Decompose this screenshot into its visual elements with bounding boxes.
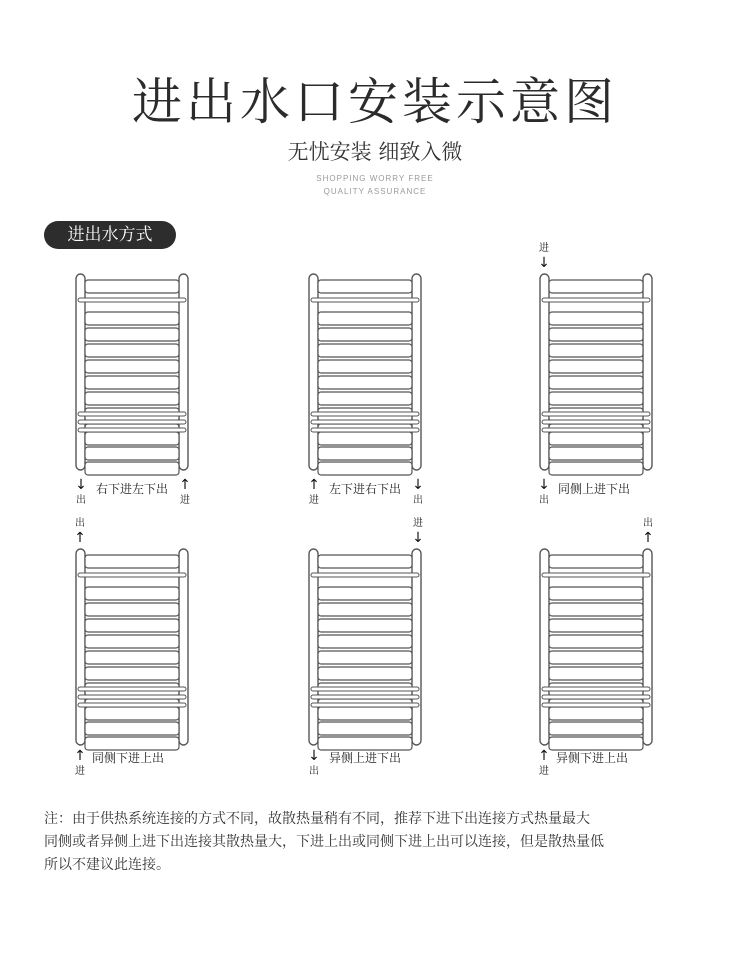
radiator-slat <box>549 707 643 720</box>
radiator-slat <box>549 722 643 735</box>
radiator-slat <box>85 344 179 357</box>
diagram-caption-4: 同侧下进上出 <box>92 751 165 765</box>
radiator-bar <box>78 695 186 699</box>
radiator-slat <box>85 555 179 568</box>
outlet-label: 出 <box>309 766 319 777</box>
tagline-line-2: QUALITY ASSURANCE <box>323 187 427 196</box>
radiator-slat <box>549 587 643 600</box>
diagram-caption-6: 异侧下进上出 <box>556 751 629 765</box>
radiator-bar <box>78 420 186 424</box>
radiator-slat <box>85 360 179 373</box>
inlet-arrow-up-icon: ↑ <box>74 748 86 764</box>
left-pipe <box>309 549 318 745</box>
left-pipe <box>309 274 318 470</box>
radiator-slat <box>85 432 179 445</box>
radiator-bar <box>311 695 419 699</box>
radiator-bar <box>542 695 650 699</box>
left-pipe <box>76 274 85 470</box>
inlet-arrow-up-icon: ↑ <box>538 748 550 764</box>
radiator-slat <box>85 651 179 664</box>
radiator-bar <box>542 412 650 416</box>
radiator-slat <box>85 312 179 325</box>
right-pipe <box>179 274 188 470</box>
radiator-slat <box>549 447 643 460</box>
diagram-panel-5 <box>305 518 475 785</box>
radiator-5 <box>305 535 425 755</box>
radiator-slat <box>549 462 643 475</box>
radiator-slat <box>85 280 179 293</box>
note-line-2: 同侧或者异侧上进下出连接其散热量大，下进上出或同侧下进上出可以连接，但是散热量低 <box>44 834 604 850</box>
outlet-label: 出 <box>643 518 653 529</box>
note-line-1: 注：由于供热系统连接的方式不同，故散热量稍有不同，推荐下进下出连接方式热量最大 <box>44 811 590 827</box>
radiator-slat <box>318 635 412 648</box>
radiator-bar <box>311 298 419 302</box>
outlet-arrow-down-icon: ↓ <box>538 477 550 493</box>
tagline-line-1: SHOPPING WORRY FREE <box>316 174 434 183</box>
radiator-slat <box>549 376 643 389</box>
radiator-bar <box>311 428 419 432</box>
radiator-6 <box>536 535 656 755</box>
radiator-slat <box>85 667 179 680</box>
radiator-slat <box>318 280 412 293</box>
radiator-slat <box>549 392 643 405</box>
radiator-slat <box>549 555 643 568</box>
radiator-bar <box>78 412 186 416</box>
radiator-slat <box>318 587 412 600</box>
left-pipe <box>540 274 549 470</box>
radiator-slat <box>318 722 412 735</box>
right-pipe <box>643 274 652 470</box>
radiator-slat <box>549 432 643 445</box>
radiator-bar <box>542 573 650 577</box>
outlet-arrow-down-icon: ↓ <box>75 477 87 493</box>
radiator-bar <box>78 703 186 707</box>
radiator-bar <box>78 298 186 302</box>
outlet-label: 出 <box>539 495 549 506</box>
radiator-slat <box>318 667 412 680</box>
diagram-caption-3: 同侧上进下出 <box>558 482 631 496</box>
radiator-slat <box>549 667 643 680</box>
radiator-slat <box>549 635 643 648</box>
inlet-arrow-down-icon: ↓ <box>412 530 424 546</box>
inlet-arrow-up-icon: ↑ <box>179 477 191 493</box>
diagram-panel-4 <box>72 518 242 785</box>
radiator-slat <box>318 344 412 357</box>
radiator-bar <box>78 573 186 577</box>
radiator-2 <box>305 260 425 480</box>
radiator-slat <box>549 619 643 632</box>
inlet-arrow-up-icon: ↑ <box>308 477 320 493</box>
outlet-label: 出 <box>75 518 85 529</box>
radiator-slat <box>549 603 643 616</box>
radiator-slat <box>318 328 412 341</box>
radiator-slat <box>85 619 179 632</box>
radiator-bar <box>78 687 186 691</box>
radiator-slat <box>318 707 412 720</box>
radiator-3 <box>536 260 656 480</box>
diagram-panel-1 <box>72 260 242 510</box>
radiator-bar <box>78 428 186 432</box>
radiator-bar <box>311 412 419 416</box>
radiator-slat <box>549 312 643 325</box>
radiator-slat <box>318 462 412 475</box>
radiator-slat <box>549 360 643 373</box>
outlet-label: 出 <box>76 495 86 506</box>
outlet-arrow-up-icon: ↑ <box>74 530 86 546</box>
diagram-caption-2: 左下进右下出 <box>329 482 402 496</box>
radiator-bar <box>542 703 650 707</box>
radiator-slat <box>85 376 179 389</box>
radiator-slat <box>85 328 179 341</box>
page-subtitle: 无忧安装 细致入微 <box>287 140 463 164</box>
radiator-slat <box>549 344 643 357</box>
diagram-caption-5: 异侧上进下出 <box>329 751 402 765</box>
diagram-panel-2 <box>305 260 475 510</box>
inlet-label: 进 <box>309 495 319 506</box>
radiator-slat <box>85 635 179 648</box>
radiator-slat <box>318 432 412 445</box>
inlet-label: 进 <box>180 495 190 506</box>
radiator-4 <box>72 535 192 755</box>
radiator-slat <box>85 707 179 720</box>
right-pipe <box>179 549 188 745</box>
diagram-panel-6 <box>536 518 706 785</box>
radiator-bar <box>542 687 650 691</box>
inlet-arrow-down-icon: ↓ <box>538 255 550 271</box>
outlet-arrow-down-icon: ↓ <box>412 477 424 493</box>
outlet-label: 出 <box>413 495 423 506</box>
radiator-bar <box>311 687 419 691</box>
radiator-slat <box>318 392 412 405</box>
radiator-slat <box>318 651 412 664</box>
inlet-label: 进 <box>75 766 85 777</box>
outlet-arrow-down-icon: ↓ <box>308 748 320 764</box>
right-pipe <box>412 549 421 745</box>
radiator-slat <box>85 587 179 600</box>
radiator-1 <box>72 260 192 480</box>
radiator-slat <box>85 447 179 460</box>
right-pipe <box>412 274 421 470</box>
radiator-slat <box>549 280 643 293</box>
radiator-slat <box>318 619 412 632</box>
radiator-slat <box>318 555 412 568</box>
page-title: 进出水口安装示意图 <box>132 73 618 131</box>
radiator-slat <box>318 603 412 616</box>
radiator-slat <box>549 651 643 664</box>
radiator-slat <box>318 376 412 389</box>
outlet-arrow-up-icon: ↑ <box>642 530 654 546</box>
radiator-slat <box>318 312 412 325</box>
diagram-caption-1: 右下进左下出 <box>96 482 169 496</box>
radiator-slat <box>85 392 179 405</box>
radiator-slat <box>85 722 179 735</box>
inlet-label: 进 <box>539 243 549 254</box>
section-badge: 进出水方式 <box>44 221 176 249</box>
radiator-slat <box>85 462 179 475</box>
note-line-3: 所以不建议此连接。 <box>44 857 170 873</box>
right-pipe <box>643 549 652 745</box>
diagram-panel-3 <box>536 243 706 510</box>
radiator-bar <box>542 420 650 424</box>
radiator-slat <box>85 603 179 616</box>
inlet-label: 进 <box>539 766 549 777</box>
radiator-bar <box>311 420 419 424</box>
left-pipe <box>76 549 85 745</box>
radiator-bar <box>542 428 650 432</box>
left-pipe <box>540 549 549 745</box>
radiator-bar <box>542 298 650 302</box>
radiator-bar <box>311 703 419 707</box>
installation-note <box>44 808 724 877</box>
radiator-slat <box>318 447 412 460</box>
radiator-bar <box>311 573 419 577</box>
radiator-slat <box>318 360 412 373</box>
inlet-label: 进 <box>413 518 423 529</box>
radiator-slat <box>549 328 643 341</box>
